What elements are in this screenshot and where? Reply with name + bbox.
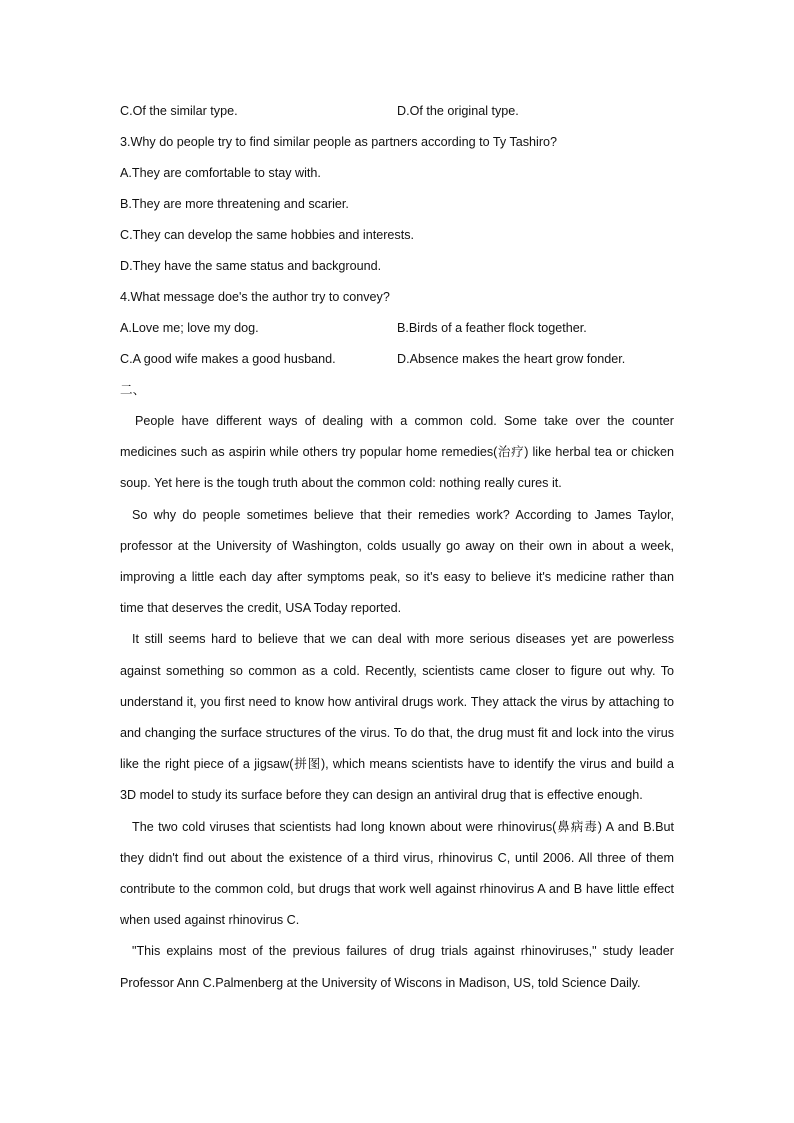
q2-option-c: C.Of the similar type.	[120, 104, 238, 118]
q3-option-a: A.They are comfortable to stay with.	[120, 166, 321, 180]
q2-option-d: D.Of the original type.	[397, 104, 519, 118]
q4-option-d: D.Absence makes the heart grow fonder.	[397, 352, 626, 366]
q4-option-b: B.Birds of a feather flock together.	[397, 321, 587, 335]
q3-question: 3.Why do people try to find similar people as partners according to Ty Tashiro?	[120, 135, 558, 149]
passage-paragraph-4: The two cold viruses that scientists had long known about were rhinovirus(鼻病毒) A and B.But they didn't find out about the existence of a third virus, rhinovirus C, until 2006. All three of them contribute to the common cold, but drugs that work well against rhinovirus A and B have little effect when used against rhinovirus C.	[120, 819, 674, 928]
q4-options-row-2	[120, 344, 674, 375]
q3-option-c: C.They can develop the same hobbies and interests.	[120, 228, 415, 242]
section-two-marker: 二、	[120, 383, 146, 397]
passage-paragraph-3: It still seems hard to believe that we can deal with more serious diseases yet are powerless against something so common as a cold. Recently, scientists came closer to figure out why. To understand it, you first need to know how antiviral drugs work. They attack the virus by attaching to and changing the surface structures of the virus. To do that, the drug must fit and lock into the virus like the right piece of a jigsaw(拼图), which means scientists have to identify the virus and build a 3D model to study its surface before they can design an antiviral drug that is effective enough.	[120, 632, 674, 803]
q3-option-b: B.They are more threatening and scarier.	[120, 197, 349, 211]
passage-paragraph-2: So why do people sometimes believe that their remedies work? According to James Taylor, professor at the University of Washington, colds usually go away on their own in about a week, improving a little each day after symptoms peak, so it's easy to believe it's medicine rather than time that deserves the credit, USA Today reported.	[120, 507, 674, 616]
q3-option-d: D.They have the same status and background.	[120, 259, 382, 273]
q4-question: 4.What message doe's the author try to convey?	[120, 290, 390, 304]
page-content	[120, 96, 674, 999]
q2-options-row	[120, 96, 674, 127]
passage-paragraph-5: "This explains most of the previous failures of drug trials against rhinoviruses," study leader Professor Ann C.Palmenberg at the University of Wiscons in Madison, US, told Science Daily.	[120, 944, 674, 990]
q4-options-row-1	[120, 313, 674, 344]
q4-option-a: A.Love me; love my dog.	[120, 321, 259, 335]
q4-option-c: C.A good wife makes a good husband.	[120, 352, 336, 366]
passage-paragraph-1: People have different ways of dealing with a common cold. Some take over the counter medicines such as aspirin while others try popular home remedies(治疗) like herbal tea or chicken soup. Yet here is the tough truth about the common cold: nothing really cures it.	[120, 414, 674, 491]
